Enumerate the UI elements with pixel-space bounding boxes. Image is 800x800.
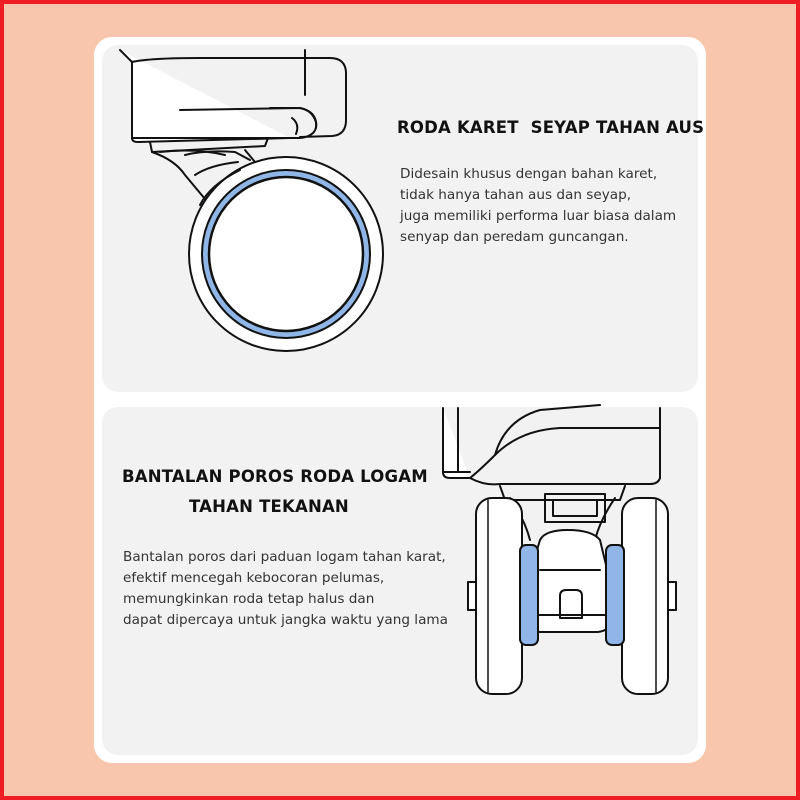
description-line: dapat dipercaya untuk jangka waktu yang lama <box>123 612 448 628</box>
description-line: tidak hanya tahan aus dan seyap, <box>400 187 632 203</box>
description-line: memungkinkan roda tetap halus dan <box>123 591 375 607</box>
bearing-title-line-1: BANTALAN POROS RODA LOGAM <box>122 467 428 486</box>
description-line: Didesain khusus dengan bahan karet, <box>400 166 658 182</box>
bearing-description <box>123 547 448 631</box>
description-line: juga memiliki performa luar biasa dalam <box>400 208 677 224</box>
description-line: Bantalan poros dari paduan logam tahan karat, <box>123 549 446 565</box>
double-wheel-illustration <box>443 405 676 694</box>
rubber-wheel-description <box>400 164 676 248</box>
bearing-title-line-2: TAHAN TEKANAN <box>189 497 349 516</box>
rubber-wheel-title: RODA KARET SEYAP TAHAN AUS <box>397 118 705 137</box>
description-line: efektif mencegah kebocoran pelumas, <box>123 570 385 586</box>
description-line: senyap dan peredam guncangan. <box>400 229 629 245</box>
rubber-wheel-illustration <box>120 50 383 351</box>
